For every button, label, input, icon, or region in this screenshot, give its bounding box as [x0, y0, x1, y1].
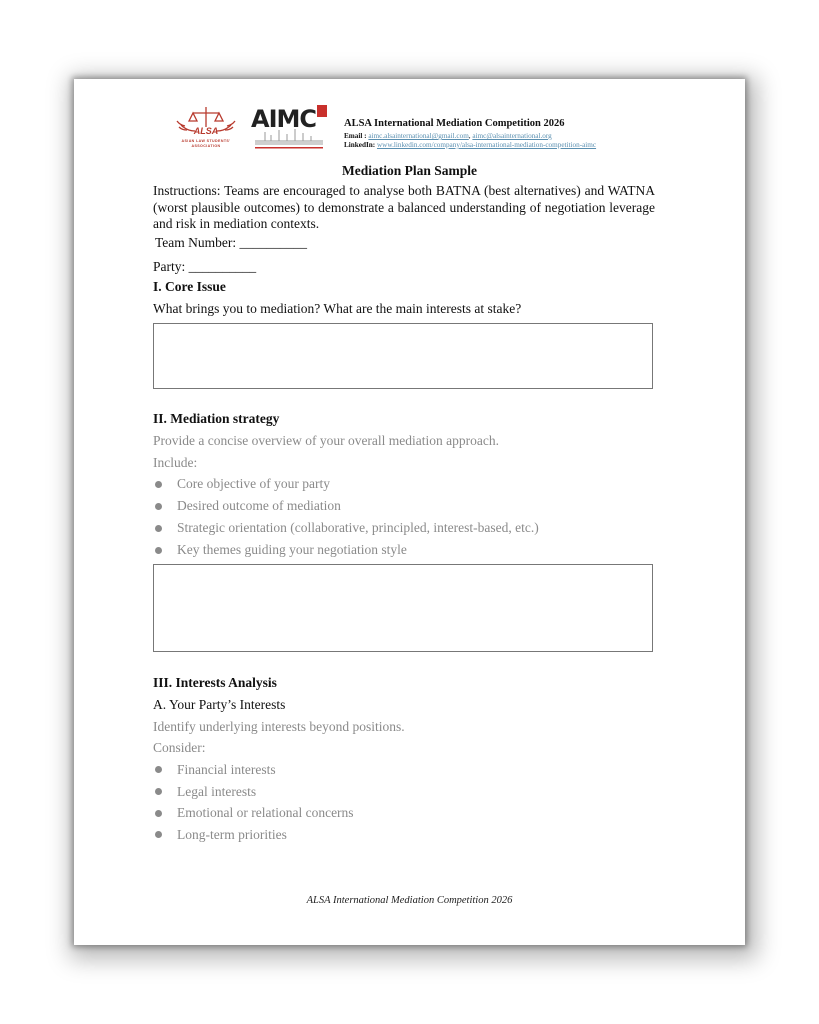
- linkedin-link[interactable]: www.linkedin.com/company/alsa-international-mediation-competition-aimc: [376, 141, 597, 149]
- list-item: Financial interests: [177, 762, 276, 777]
- header-title: ALSA International Mediation Competition 2026: [344, 118, 565, 129]
- svg-text:AIMC: AIMC: [251, 105, 316, 133]
- mediation-strategy-prompt: Provide a concise overview of your overall mediation approach.: [153, 433, 500, 448]
- linkedin-label: LinkedIn:: [344, 141, 376, 149]
- email-separator: ,: [468, 132, 471, 140]
- core-issue-answer-box[interactable]: [153, 323, 653, 389]
- team-number-field[interactable]: Team Number: __________: [155, 235, 308, 250]
- bullet-icon: [155, 503, 162, 510]
- list-item: Core objective of your party: [177, 476, 330, 491]
- interests-list-label: Consider:: [153, 740, 206, 755]
- mediation-strategy-list-label: Include:: [153, 455, 198, 470]
- party-field[interactable]: Party: __________: [153, 259, 257, 274]
- bullet-icon: [155, 547, 162, 554]
- section-heading-mediation-strategy: II. Mediation strategy: [153, 411, 280, 426]
- bullet-icon: [155, 788, 162, 795]
- section-heading-core-issue: I. Core Issue: [153, 279, 226, 294]
- svg-text:ALSA: ALSA: [193, 126, 219, 136]
- mediation-strategy-answer-box[interactable]: [153, 564, 653, 652]
- bullet-icon: [155, 810, 162, 817]
- svg-text:ASSOCIATION: ASSOCIATION: [191, 144, 221, 148]
- core-issue-prompt: What brings you to mediation? What are the main interests at stake?: [153, 301, 522, 316]
- list-item: Long-term priorities: [177, 827, 287, 842]
- list-item: Emotional or relational concerns: [177, 805, 354, 820]
- bullet-icon: [155, 831, 162, 838]
- bullet-icon: [155, 481, 162, 488]
- interests-prompt: Identify underlying interests beyond positions.: [153, 719, 405, 734]
- email-link-1[interactable]: aimc.alsainternational@gmail.com: [368, 132, 469, 140]
- bullet-icon: [155, 766, 162, 773]
- bullet-icon: [155, 525, 162, 532]
- list-item: Desired outcome of mediation: [177, 498, 341, 513]
- list-item: Legal interests: [177, 784, 257, 799]
- document-page: [74, 79, 745, 945]
- svg-text:ASIAN LAW STUDENTS': ASIAN LAW STUDENTS': [181, 139, 231, 143]
- aimc-logo: [245, 101, 331, 153]
- subsection-heading-party-interests: A. Your Party’s Interests: [153, 697, 286, 712]
- header-email-line: [344, 132, 552, 140]
- list-item: Strategic orientation (collaborative, principled, interest-based, etc.): [177, 520, 539, 535]
- alsa-logo: [167, 103, 245, 151]
- header-linkedin-line: [344, 141, 596, 149]
- list-item: Key themes guiding your negotiation style: [177, 542, 407, 557]
- document-title: Mediation Plan Sample: [341, 163, 477, 178]
- section-heading-interests-analysis: III. Interests Analysis: [153, 675, 277, 690]
- page-footer: ALSA International Mediation Competition 2026: [306, 895, 513, 906]
- instructions-text: Instructions: Teams are encouraged to analyse both BATNA (best alternatives) and WATNA (worst plausible outcomes) to demonstrate a balanced understanding of negotiation leverage and risk in mediation contexts.: [153, 183, 655, 231]
- email-link-2[interactable]: aimc@alsainternational.org: [472, 132, 552, 140]
- email-label: Email :: [344, 132, 367, 140]
